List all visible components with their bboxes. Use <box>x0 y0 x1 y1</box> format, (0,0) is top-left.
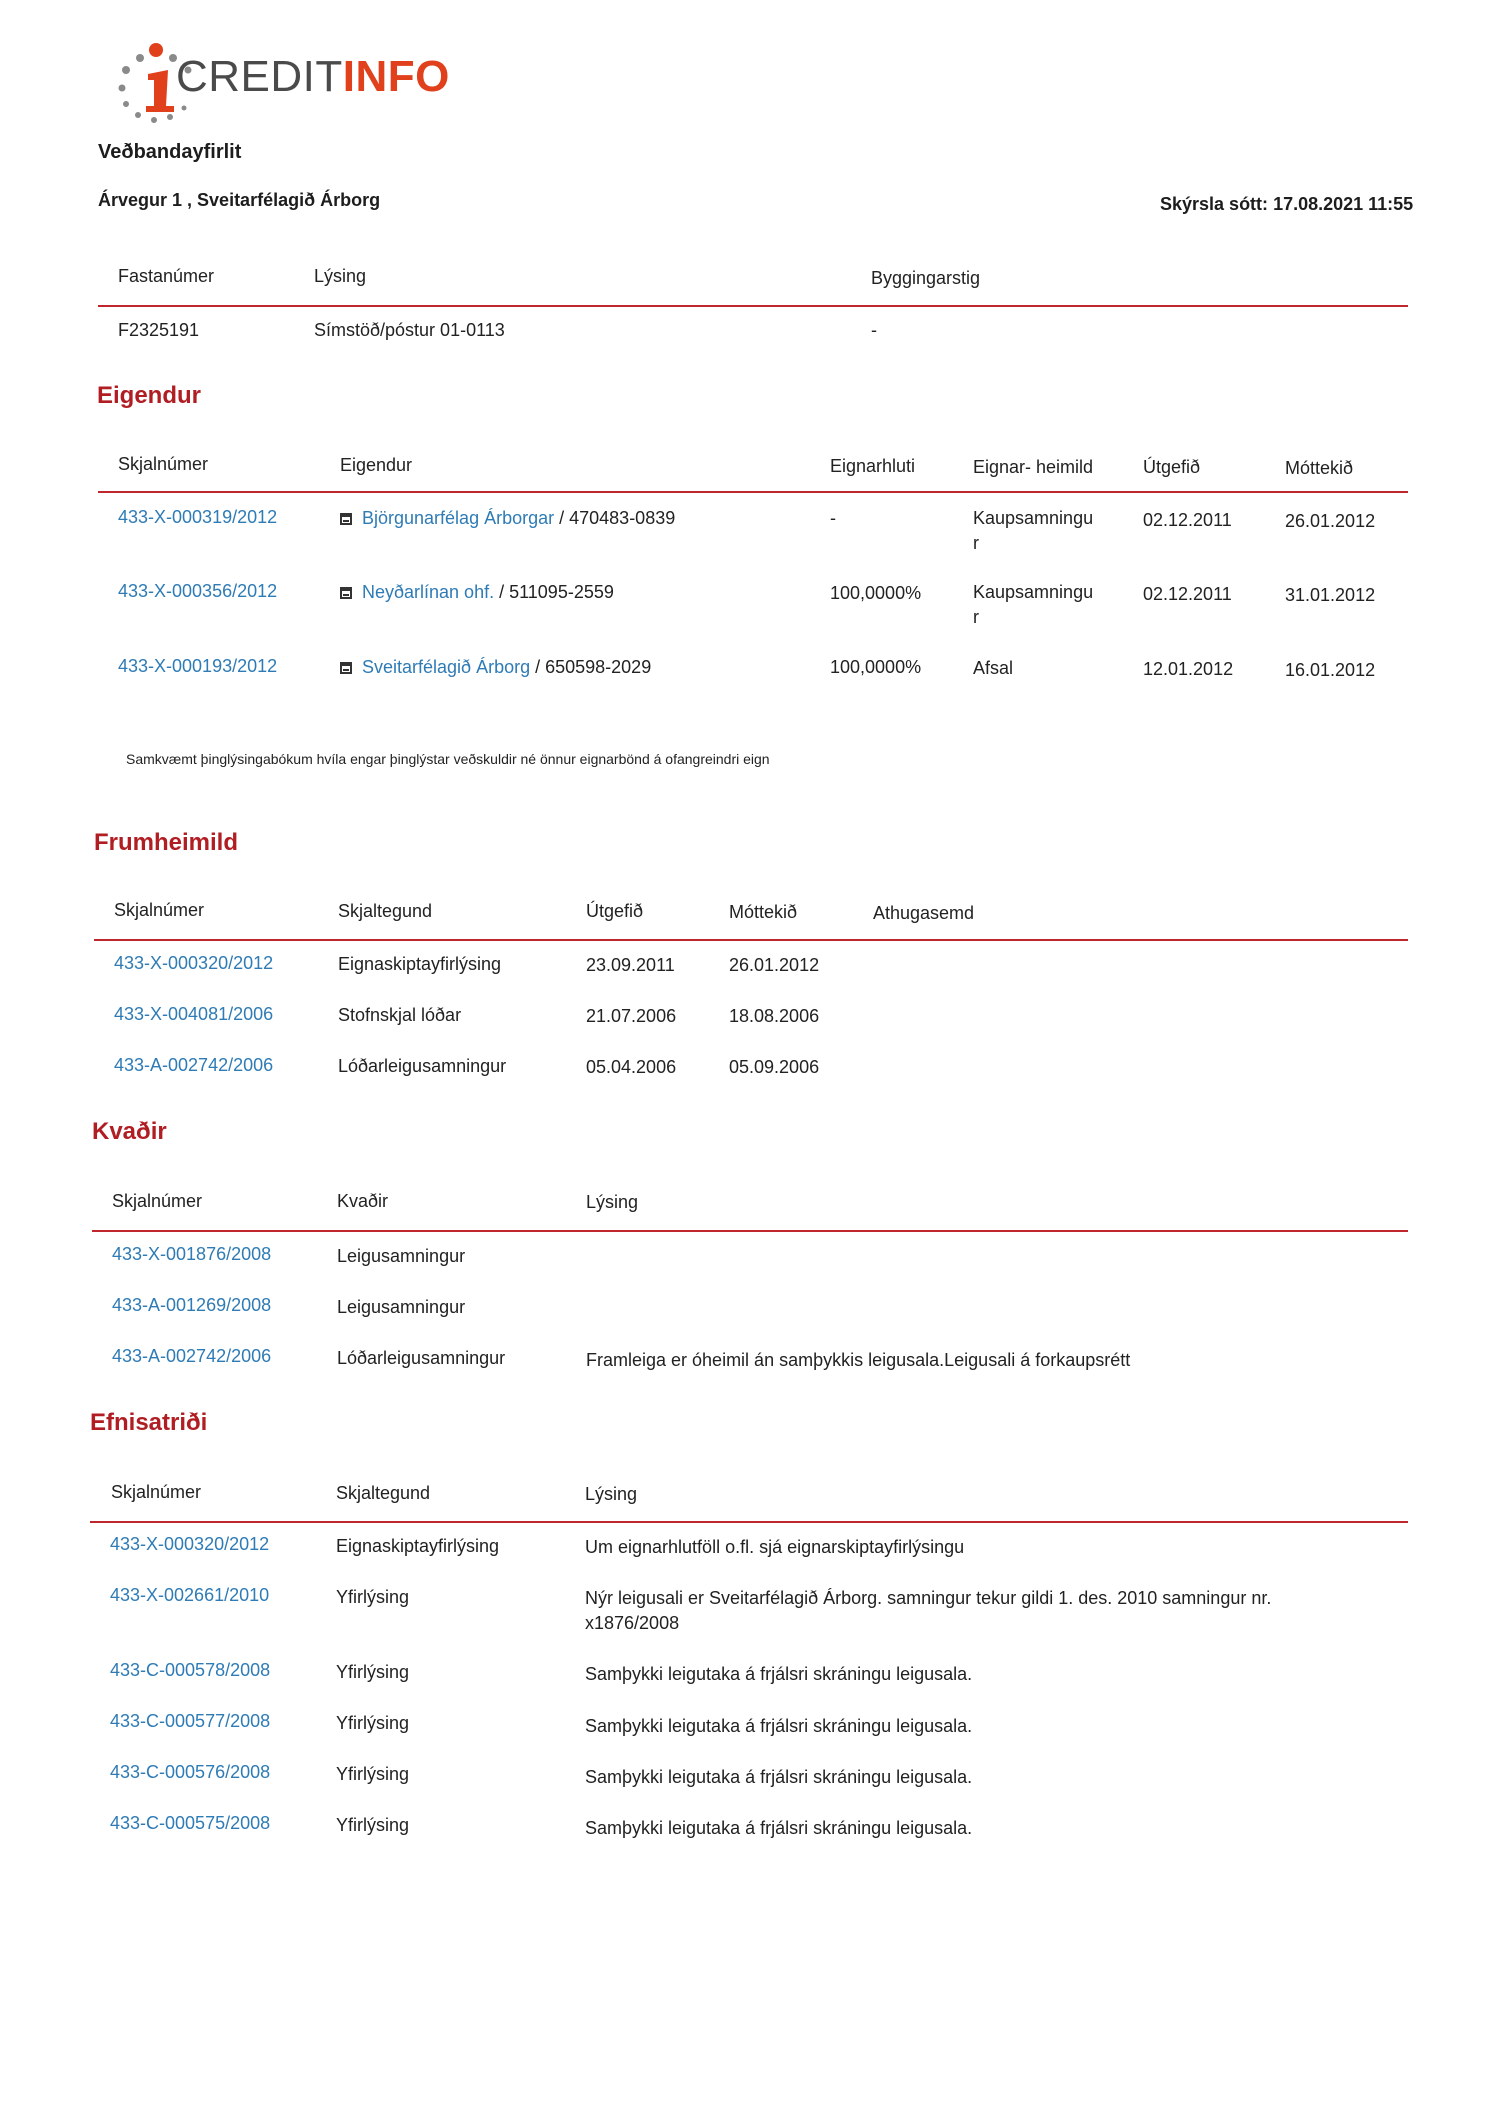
property-address: Árvegur 1 , Sveitarfélagið Árborg <box>98 190 381 210</box>
doc-link[interactable]: 433-X-000193/2012 <box>118 656 278 676</box>
doc-link[interactable]: 433-X-002661/2010 <box>110 1585 270 1605</box>
doc-link[interactable]: 433-X-000356/2012 <box>118 581 278 601</box>
property-description: Símstöð/póstur 01-0113 <box>314 320 505 340</box>
owner-cell <box>340 508 675 529</box>
owner-link[interactable]: Neyðarlínan ohf. <box>362 582 495 602</box>
doc-type: Eignaskiptayfirlýsing <box>338 954 502 974</box>
logo-text-light: CREDIT <box>176 52 343 101</box>
building-icon <box>340 587 352 599</box>
doc-issued: 23.09.2011 <box>586 955 675 975</box>
col-skjalnumer: Skjalnúmer <box>111 1482 202 1502</box>
content-type: Yfirlýsing <box>336 1815 410 1835</box>
col-eignarheimild: Eignar- heimild <box>973 457 1094 477</box>
property-number: F2325191 <box>118 320 200 340</box>
content-type: Eignaskiptayfirlýsing <box>336 1536 500 1556</box>
table-rule <box>92 1230 1408 1232</box>
owner-issued: 02.12.2011 <box>1143 510 1232 530</box>
owner-kt: / 511095-2559 <box>494 582 614 602</box>
doc-issued: 21.07.2006 <box>586 1006 677 1026</box>
owner-share: 100,0000% <box>830 583 922 603</box>
doc-link[interactable]: 433-C-000576/2008 <box>110 1762 271 1782</box>
table-rule <box>98 491 1408 493</box>
doc-received: 26.01.2012 <box>729 955 820 975</box>
table-rule <box>94 939 1408 941</box>
content-type: Yfirlýsing <box>336 1662 410 1682</box>
col-lysing: Lýsing <box>585 1484 638 1504</box>
col-athugasemd: Athugasemd <box>873 903 975 923</box>
col-skjalnumer: Skjalnúmer <box>118 454 209 474</box>
doc-link[interactable]: 433-X-001876/2008 <box>112 1244 272 1264</box>
doc-link[interactable]: 433-C-000577/2008 <box>110 1711 271 1731</box>
col-eignarhluti: Eignarhluti <box>830 456 916 476</box>
owner-issued: 12.01.2012 <box>1143 659 1234 679</box>
encumbrance-type: Leigusamningur <box>337 1246 466 1266</box>
owner-link[interactable]: Sveitarfélagið Árborg <box>362 657 531 677</box>
doc-issued: 05.04.2006 <box>586 1057 677 1077</box>
owner-kt: / 650598-2029 <box>530 657 652 677</box>
encumbrance-type: Leigusamningur <box>337 1297 466 1317</box>
table-rule <box>98 305 1408 307</box>
col-lysing: Lýsing <box>586 1192 639 1212</box>
owner-title-type: Kaupsamningu r <box>973 508 1094 553</box>
content-type: Yfirlýsing <box>336 1713 410 1733</box>
owner-link[interactable]: Björgunarfélag Árborgar <box>362 508 555 528</box>
owner-cell <box>340 582 614 603</box>
encumbrance-desc: Framleiga er óheimil án samþykkis leigusala.Leigusali á forkaupsrétt <box>586 1350 1131 1370</box>
building-icon <box>340 662 352 674</box>
doc-link[interactable]: 433-C-000575/2008 <box>110 1813 271 1833</box>
owner-title-type: Kaupsamningu r <box>973 582 1094 627</box>
owner-share: - <box>830 508 836 528</box>
owner-issued: 02.12.2011 <box>1143 584 1232 604</box>
logo-text-bold: INFO <box>342 52 450 101</box>
col-lysing: Lýsing <box>314 266 367 286</box>
doc-type: Lóðarleigusamningur <box>338 1056 507 1076</box>
content-desc: Samþykki leigutaka á frjálsri skráningu leigusala. <box>585 1818 973 1838</box>
section-title-efnisatridi: Efnisatriði <box>90 1409 208 1436</box>
report-time-value: 17.08.2021 11:55 <box>1273 194 1414 214</box>
encumbrance-note: Samkvæmt þinglýsingabókum hvíla engar þinglýstar veðskuldir né önnur eignarbönd á ofangreindri eign <box>126 751 770 767</box>
doc-link[interactable]: 433-C-000578/2008 <box>110 1660 271 1680</box>
doc-link[interactable]: 433-X-000319/2012 <box>118 507 278 527</box>
col-kvadir: Kvaðir <box>337 1191 389 1211</box>
document-title: Veðbandayfirlit <box>98 141 242 163</box>
property-stage: - <box>871 320 877 340</box>
doc-received: 18.08.2006 <box>729 1006 820 1026</box>
report-time-label: Skýrsla sótt: <box>1160 194 1269 214</box>
owner-received: 16.01.2012 <box>1285 660 1376 680</box>
owner-cell <box>340 657 651 678</box>
col-skjaltegund: Skjaltegund <box>336 1483 431 1503</box>
col-byggingarstig: Byggingarstig <box>871 268 981 288</box>
owner-received: 26.01.2012 <box>1285 511 1376 531</box>
doc-link[interactable]: 433-A-001269/2008 <box>112 1295 272 1315</box>
col-eigendur: Eigendur <box>340 455 413 475</box>
doc-received: 05.09.2006 <box>729 1057 820 1077</box>
col-mottekid: Móttekið <box>729 902 798 922</box>
content-desc: Samþykki leigutaka á frjálsri skráningu leigusala. <box>585 1767 973 1787</box>
content-desc: Samþykki leigutaka á frjálsri skráningu leigusala. <box>585 1664 973 1684</box>
col-utgefid: Útgefið <box>1143 457 1201 477</box>
building-icon <box>340 513 352 525</box>
content-type: Yfirlýsing <box>336 1587 410 1607</box>
encumbrance-type: Lóðarleigusamningur <box>337 1348 506 1368</box>
col-utgefid: Útgefið <box>586 901 644 921</box>
doc-link[interactable]: 433-A-002742/2006 <box>114 1055 274 1075</box>
owner-title-type: Afsal <box>973 658 1014 678</box>
logo-wordmark <box>176 52 450 102</box>
col-skjalnumer: Skjalnúmer <box>114 900 205 920</box>
owner-share: 100,0000% <box>830 657 922 677</box>
doc-link[interactable]: 433-A-002742/2006 <box>112 1346 272 1366</box>
section-title-frumheimild: Frumheimild <box>94 829 239 856</box>
col-skjalnumer: Skjalnúmer <box>112 1191 203 1211</box>
col-fastanumer: Fastanúmer <box>118 266 215 286</box>
content-type: Yfirlýsing <box>336 1764 410 1784</box>
doc-type: Stofnskjal lóðar <box>338 1005 462 1025</box>
doc-link[interactable]: 433-X-004081/2006 <box>114 1004 274 1024</box>
col-mottekid: Móttekið <box>1285 458 1354 478</box>
table-rule <box>90 1521 1408 1523</box>
doc-link[interactable]: 433-X-000320/2012 <box>114 953 274 973</box>
content-desc: Nýr leigusali er Sveitarfélagið Árborg. samningur tekur gildi 1. des. 2010 samningur nr. x1876/2008 <box>585 1588 1272 1633</box>
section-title-kvadir: Kvaðir <box>92 1118 167 1145</box>
content-desc: Um eignarhlutföll o.fl. sjá eignarskiptayfirlýsingu <box>585 1537 965 1557</box>
section-title-eigendur: Eigendur <box>97 382 202 409</box>
col-skjaltegund: Skjaltegund <box>338 901 433 921</box>
report-timestamp <box>1160 194 1413 215</box>
owner-received: 31.01.2012 <box>1285 585 1376 605</box>
owner-kt: / 470483-0839 <box>554 508 676 528</box>
content-desc: Samþykki leigutaka á frjálsri skráningu leigusala. <box>585 1716 973 1736</box>
doc-link[interactable]: 433-X-000320/2012 <box>110 1534 270 1554</box>
